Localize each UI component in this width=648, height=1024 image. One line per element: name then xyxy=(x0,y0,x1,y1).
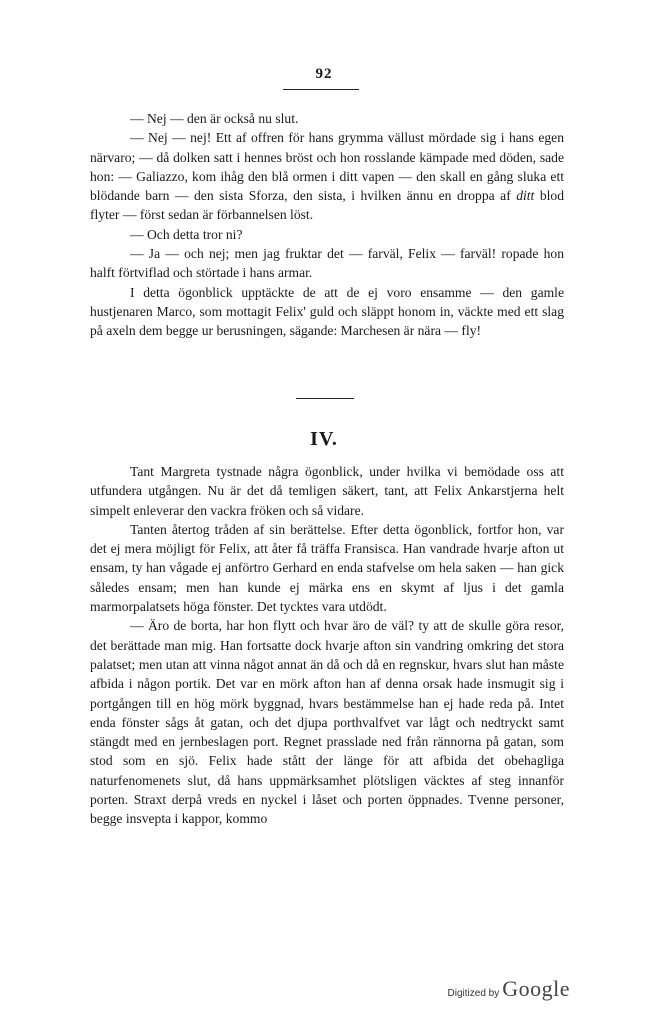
italic-word: ditt xyxy=(516,188,535,204)
google-logo: Google xyxy=(502,976,570,1001)
paragraph: — Nej — nej! Ett af offren för hans grymma vällust mördade sig i hans egen närvaro; — då dolken satt i hennes bröst och hon rosslande kämpade med döden, sade hon: — Galiazzo, kom ihåg den blå ormen i ditt vapen — den skall en gång sluka ett blödande barn — den sista Sforza, den sista, i hvilken ännu en droppa af ditt blod flyter — först sedan är förbannelsen löst. xyxy=(90,130,564,223)
section-divider xyxy=(296,398,354,399)
paragraph: — Äro de borta, har hon flytt och hvar äro de väl? ty att de skulle göra resor, det berättade man mig. Han fortsatte dock hvarje afton sin vandring omkring det stora palatset; men utan att vinna något annat än då och då en regnskur, hvars slut han måste afbida i någon portik. Det var en mörk afton han af denna orsak hade insmugit sig i portgången till en hög mörk byggnad, hvars bestämmelse han ej hade reda på. Intet enda fönster sågs åt gatan, och det djupa porthvalfvet var lågt och nedtryckt samt stängdt med en jernbeslagen port. Regnet prasslade ned från rännorna på gatan, som stod som en sjö. Felix hade stått der länge för att afbida det obehagliga naturfenomenets slut, då hans uppmärksamhet plötsligen väcktes af steg innanför porten. Straxt derpå vreds en nyckel i låset och porten öppnades. Tvenne personer, begge insvepta i kappor, kommo xyxy=(90,618,564,827)
digitized-footer xyxy=(448,976,570,1002)
paragraph: — Ja — och nej; men jag fruktar det — farväl, Felix — farväl! ropade hon halft förtviflad och störtade i hans armar. xyxy=(90,246,564,281)
paragraph: Tanten återtog tråden af sin berättelse. Efter detta ögonblick, fortfor hon, var det ej mera möjligt för Felix, att åter få träffa Fransisca. Han vandrade hvarje afton ut ensam, ty han vågade ej anförtro Gerhard en enda stafvelse om hela saken — han gick således ensam; men han kunde ej märka ens en skymt af ljus i det gamla marmorpalatsets höga fönster. Det tycktes vara utdödt. xyxy=(90,521,564,615)
digitized-label: Digitized by xyxy=(447,988,500,999)
paragraph: I detta ögonblick upptäckte de att de ej voro ensamme — den gamle hustjenaren Marco, som mottagit Felix' guld och släppt honom in, väckte med ett slag på axeln dem begge ur berusningen, sägande: Marchesen är nära — fly! xyxy=(90,284,564,339)
paragraph: — Nej — den är också nu slut. xyxy=(130,111,299,126)
chapter-heading: IV. xyxy=(310,428,338,450)
text-block-dialogue xyxy=(90,109,564,341)
page-number: 92 xyxy=(315,66,333,82)
header-rule xyxy=(283,89,359,90)
paragraph: Tant Margreta tystnade några ögonblick, under hvilka vi bemödade oss att utfundera utgången. Nu är det då temligen säkert, tant, att Felix Ankarstjerna helt simpelt enleverar den vackra fröken och så vidare. xyxy=(90,464,564,518)
paragraph: — Och detta tror ni? xyxy=(130,226,243,242)
text-block-chapter xyxy=(90,462,564,829)
